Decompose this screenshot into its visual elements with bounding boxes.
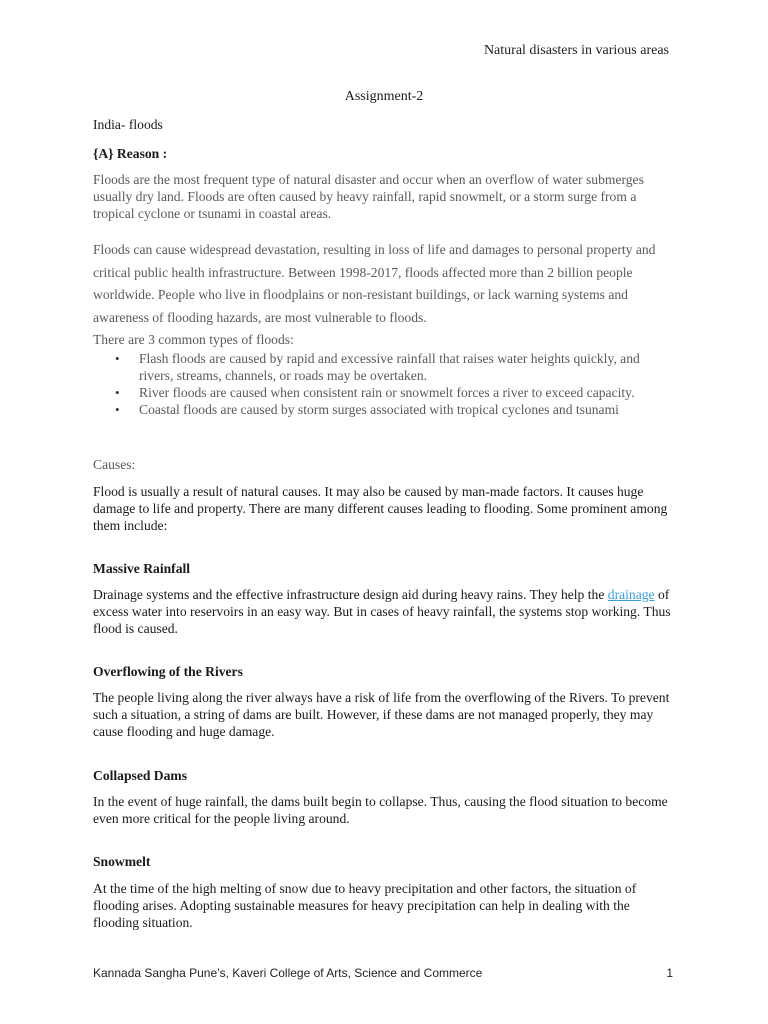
- page-number: 1: [666, 966, 673, 980]
- list-item: [93, 384, 653, 401]
- page-footer: [93, 966, 673, 980]
- footer-institution: Kannada Sangha Pune’s, Kaveri College of Arts, Science and Commerce: [93, 966, 483, 980]
- document-title: Assignment-2: [344, 89, 424, 104]
- snowmelt-heading: Snowmelt: [93, 854, 151, 869]
- bullet-icon: •: [115, 385, 120, 400]
- causes-intro-paragraph: Flood is usually a result of natural causes. It may also be caused by man-made factors. It causes huge damage to life and property. There are many different causes leading to flooding. Some prominent among them include:: [93, 484, 668, 533]
- list-item: [93, 401, 653, 418]
- massive-rainfall-text-end: of excess water into reservoirs in an easy way. But in cases of heavy rainfall, the systems stop working. Thus flood is caused.: [93, 587, 671, 636]
- flood-type-text: Flash floods are caused by rapid and excessive rainfall that raises water heights quickly, and rivers, streams, channels, or roads may be overtaken.: [139, 351, 640, 383]
- list-item: [93, 350, 653, 384]
- massive-rainfall-heading: Massive Rainfall: [93, 561, 191, 576]
- massive-rainfall-paragraph: [93, 586, 673, 637]
- flood-types-intro: There are 3 common types of floods:: [93, 332, 294, 347]
- collapsed-dams-heading: Collapsed Dams: [93, 768, 188, 783]
- overflowing-rivers-heading: Overflowing of the Rivers: [93, 664, 243, 679]
- causes-label: Causes:: [93, 457, 136, 472]
- bullet-icon: •: [115, 402, 120, 417]
- impact-paragraph: Floods can cause widespread devastation, resulting in loss of life and damages to personal property and critical public health infrastructure. Between 1998-2017, floods affected more than 2 billion people worldwide. People who live in floodplains or non-resistant buildings, or lack warning systems and awareness of flooding hazards, are most vulnerable to floods.: [93, 242, 656, 325]
- running-header: Natural disasters in various areas: [483, 43, 669, 58]
- flood-types-list: [93, 350, 653, 418]
- overflowing-rivers-paragraph: The people living along the river always have a risk of life from the overflowing of the Rivers. To prevent such a situation, a string of dams are built. However, if these dams are not managed properly, they may cause flooding and huge damage.: [93, 690, 670, 739]
- flood-type-text: Coastal floods are caused by storm surges associated with tropical cyclones and tsunami: [139, 402, 619, 417]
- flood-type-text: River floods are caused when consistent rain or snowmelt forces a river to exceed capacity.: [139, 385, 635, 400]
- intro-paragraph: Floods are the most frequent type of natural disaster and occur when an overflow of water submerges usually dry land. Floods are often caused by heavy rainfall, rapid snowmelt, or a storm surge from a tropical cyclone or tsunami in coastal areas.: [93, 172, 644, 221]
- subject-line: India- floods: [93, 117, 163, 132]
- section-a-heading: {A} Reason :: [93, 146, 168, 161]
- snowmelt-paragraph: At the time of the high melting of snow due to heavy precipitation and other factors, the situation of flooding arises. Adopting sustainable measures for heavy precipitation can help in dealing with the flooding situation.: [93, 881, 637, 930]
- massive-rainfall-text-start: Drainage systems and the effective infrastructure design aid during heavy rains. They help the: [93, 587, 608, 602]
- drainage-link[interactable]: drainage: [607, 587, 655, 602]
- collapsed-dams-paragraph: In the event of huge rainfall, the dams built begin to collapse. Thus, causing the flood situation to become even more critical for the people living around.: [93, 794, 668, 826]
- bullet-icon: •: [115, 351, 120, 366]
